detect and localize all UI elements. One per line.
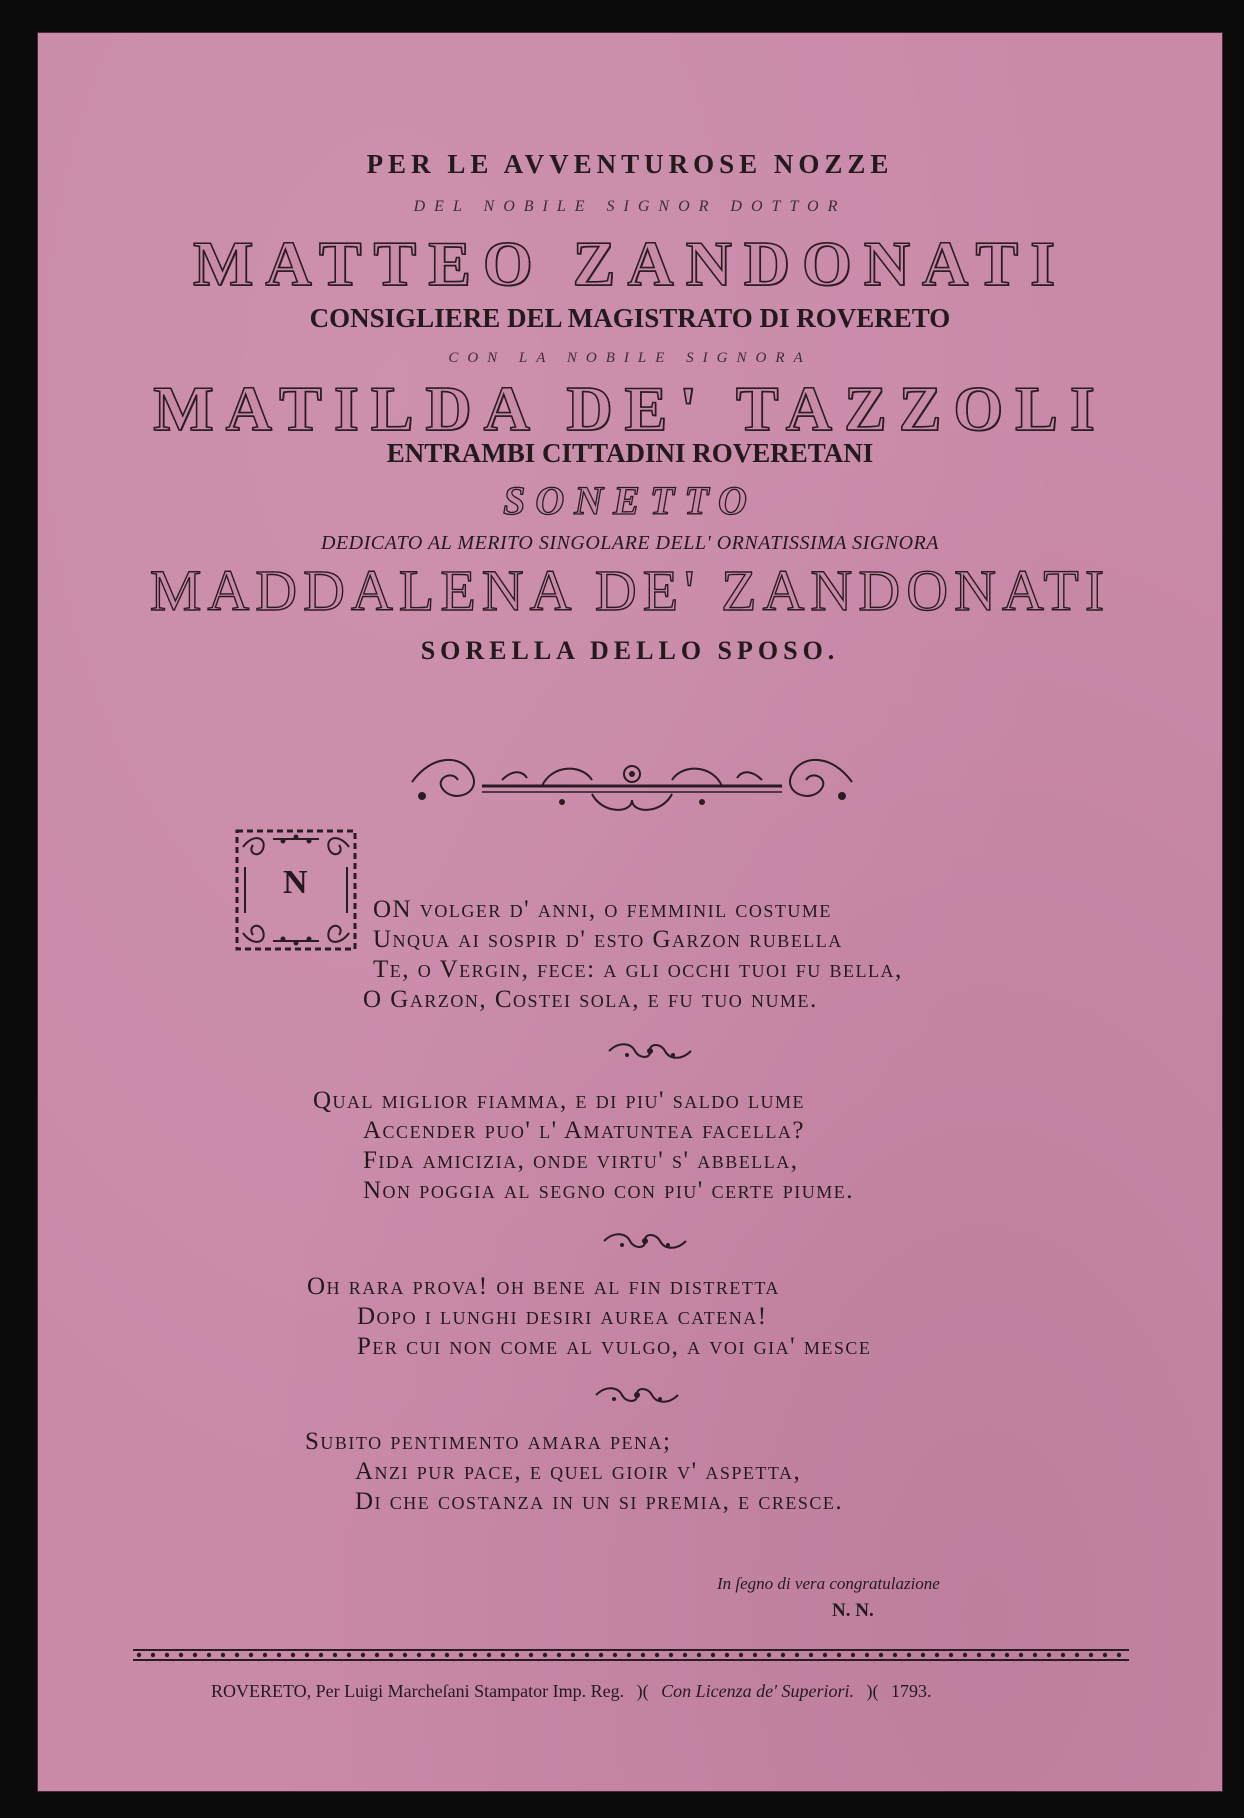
stanza-4 bbox=[305, 1427, 844, 1517]
stanza-3-line-1: Oh rara prova! oh bene al fin distretta bbox=[307, 1273, 780, 1300]
bride-name: MATILDA DE' TAZZOLI bbox=[153, 373, 1107, 444]
stanza-1-line-2: Unqua ai sospir d' esto Garzon rubella bbox=[373, 926, 843, 953]
citizens-line: ENTRAMBI CITTADINI ROVERETANI bbox=[386, 438, 874, 468]
imprint-year: 1793. bbox=[890, 1681, 932, 1701]
title-line-2: DEL NOBILE SIGNOR DOTTOR bbox=[413, 198, 847, 215]
genre-title: SONETTO bbox=[503, 478, 757, 523]
title-line-1: PER LE AVVENTUROSE NOZZE bbox=[366, 149, 894, 179]
dedication-line: DEDICATO AL MERITO SINGOLARE DELL' ORNATISSIMA SIGNORA bbox=[321, 532, 939, 554]
stanza-2-line-1: Qual miglior fiamma, e di piu' saldo lume bbox=[313, 1087, 806, 1114]
imprint-line bbox=[211, 1681, 931, 1702]
fleuron-divider-icon bbox=[605, 1039, 695, 1063]
stanza-1 bbox=[363, 895, 903, 1015]
stanza-4-line-2: Anzi pur pace, e quel gioir v' aspetta, bbox=[355, 1458, 802, 1485]
signoff-name: N. N. bbox=[832, 1600, 874, 1621]
stanza-3 bbox=[307, 1272, 872, 1362]
signoff-text: In ſegno di vera congratulazione bbox=[717, 1574, 940, 1593]
dedicatee-name: MADDALENA DE' ZANDONATI bbox=[149, 558, 1111, 623]
stanza-2-line-2: Accender puo' l' Amatuntea facella? bbox=[363, 1117, 805, 1144]
groom-name: MATTEO ZANDONATI bbox=[192, 228, 1068, 299]
imprint-printer: Per Luigi Marcheſani Stampator Imp. Reg. bbox=[315, 1681, 625, 1701]
imprint-licence: Con Licenza de' Superiori. bbox=[661, 1681, 854, 1701]
relation-line: SORELLA DELLO SPOSO. bbox=[420, 636, 840, 665]
stanza-2-line-4: Non poggia al segno con piu' certe piume. bbox=[363, 1177, 854, 1204]
imprint-place: ROVERETO, bbox=[211, 1681, 312, 1701]
headpiece-ornament-icon bbox=[392, 744, 872, 819]
stanza-1-line-4: O Garzon, Costei sola, e fu tuo nume. bbox=[363, 986, 818, 1013]
stanza-1-line-1: ON volger d' anni, o femminil costume bbox=[373, 896, 832, 923]
stanza-2 bbox=[313, 1086, 854, 1206]
fleuron-divider-icon bbox=[592, 1383, 682, 1407]
stanza-4-line-3: Di che costanza in un si premia, e cresce. bbox=[355, 1488, 844, 1515]
groom-office: CONSIGLIERE DEL MAGISTRATO DI ROVERETO bbox=[309, 303, 951, 333]
stanza-3-line-3: Per cui non come al vulgo, a voi gia' mesce bbox=[357, 1333, 872, 1360]
imprint-separator: )( bbox=[866, 1681, 879, 1701]
broadside-sheet bbox=[37, 32, 1223, 1792]
imprint-separator: )( bbox=[636, 1681, 649, 1701]
stanza-2-line-3: Fida amicizia, onde virtu' s' abbella, bbox=[363, 1147, 799, 1174]
stanza-3-line-2: Dopo i lunghi desiri aurea catena! bbox=[357, 1303, 768, 1330]
fleuron-divider-icon bbox=[600, 1229, 690, 1253]
stanza-4-line-1: Subito pentimento amara pena; bbox=[305, 1428, 672, 1455]
stanza-1-line-3: Te, o Vergin, fece: a gli occhi tuoi fu bella, bbox=[373, 956, 903, 983]
drop-cap-letter: N bbox=[283, 864, 308, 901]
border-rule-ornament-icon bbox=[133, 1646, 1129, 1664]
title-line-5: CON LA NOBILE SIGNORA bbox=[448, 350, 812, 366]
